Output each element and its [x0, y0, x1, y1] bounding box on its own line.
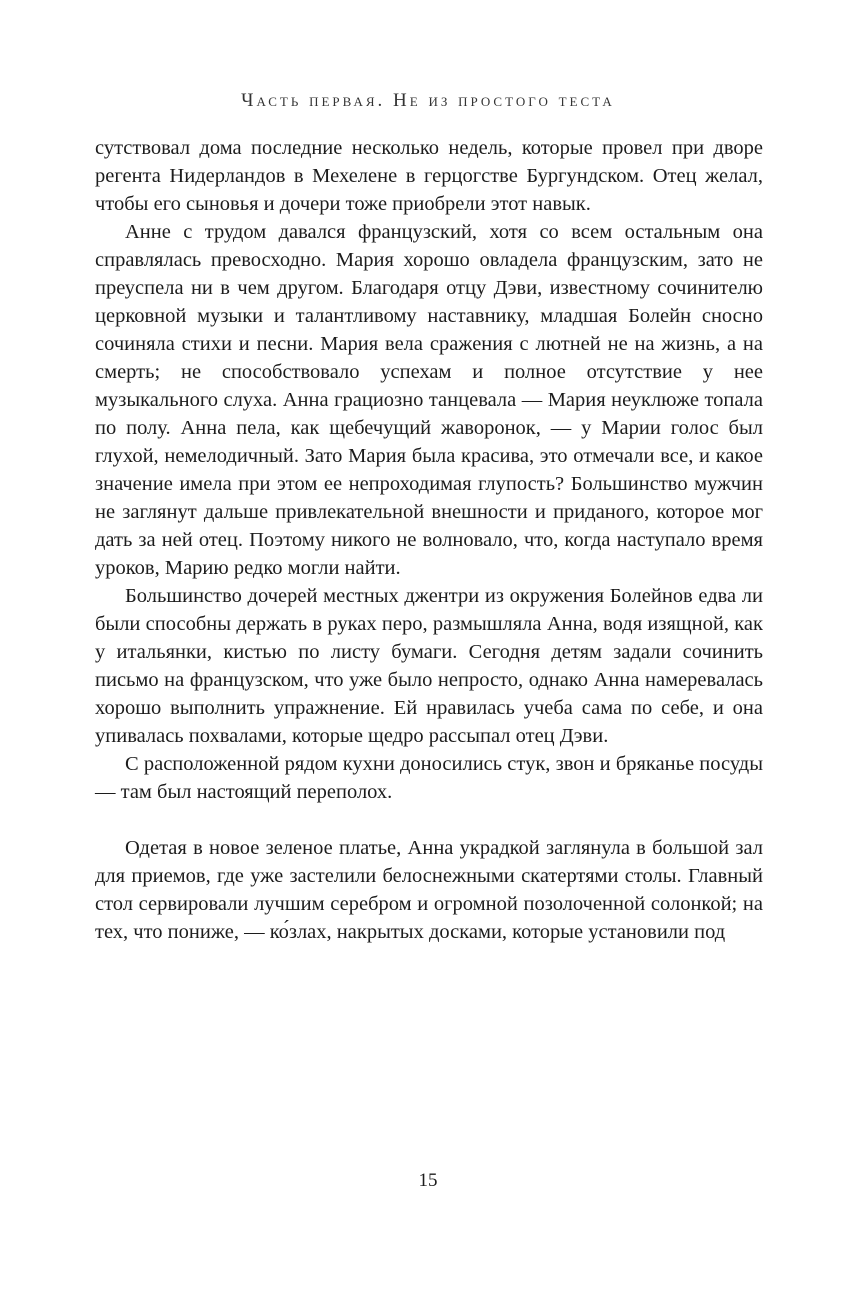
paragraph-4: С расположенной рядом кухни доносились стук, звон и бряканье посуды — там был настоящий переполох. [95, 753, 763, 803]
page-number: 15 [418, 1170, 438, 1191]
paragraph-3: Большинство дочерей местных джентри из окружения Болейнов едва ли были способны держать в руках перо, размышляла Анна, водя изящной, как у итальянки, кистью по листу бумаги. Сегодня детям задали сочинить письмо на французском, что уже было непросто, однако Анна намеревалась хорошо выполнить упражнение. Ей нравилась учеба сама по себе, и она упивалась похвалами, которые щедро рассыпал отец Дэви. [95, 585, 763, 747]
paragraph-1: сутствовал дома последние несколько недель, которые провел при дворе регента Нидерландов в Мехелене в герцогстве Бургундском. Отец желал, чтобы его сыновья и дочери тоже приобрели этот навык. [95, 137, 763, 215]
paragraph-2: Анне с трудом давался французский, хотя со всем остальным она справлялась превосходно. Мария хорошо овладела французским, зато не преуспела ни в чем другом. Благодаря отцу Дэви, известному сочинителю церковной музыки и талантливому наставнику, младшая Болейн сносно сочиняла стихи и песни. Мария вела сражения с лютней не на жизнь, а на смерть; не способствовало успехам и полное отсутствие у нее музыкального слуха. Анна грациозно танцевала — Мария неуклюже топала по полу. Анна пела, как щебечущий жаворонок, — у Марии голос был глухой, немелодичный. Зато Мария была красива, это отмечали все, и какое значение имела при этом ее непроходимая глупость? Большинство мужчин не заглянут дальше привлекательной внешности и приданого, которое мог дать за ней отец. Поэтому никого не волновало, что, когда наступало время уроков, Марию редко могли найти. [95, 221, 763, 579]
section-break [95, 806, 763, 834]
paragraph-5: Одетая в новое зеленое платье, Анна украдкой заглянула в большой зал для приемов, где уже застелили белоснежными скатертями столы. Главный стол сервировали лучшим серебром и огромной позолоченной солонкой; на тех, что пониже, — ко́злах, накрытых досками, которые установили под [95, 837, 763, 943]
text-block [95, 134, 763, 946]
running-header: Часть первая. Не из простого теста [241, 90, 615, 111]
